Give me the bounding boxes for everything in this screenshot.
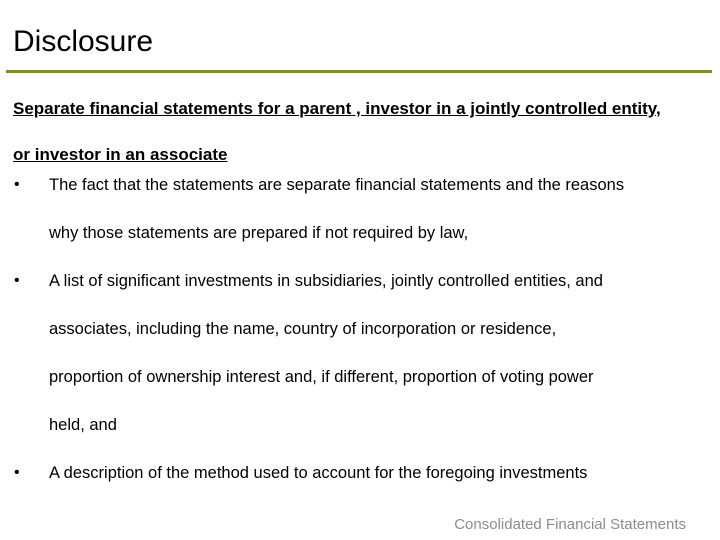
section-heading-line: or investor in an associate [13,145,228,164]
bullet-text-line: held, and [49,416,117,434]
bullet-text-line: The fact that the statements are separate financial statements and the reasons [49,176,625,194]
bullet-icon: • [14,272,20,289]
bullet-text-line: associates, including the name, country of incorporation or residence, [49,320,557,338]
bullet-icon: • [14,176,20,193]
bullet-text-line: A description of the method used to account for the foregoing investments [49,464,588,482]
bullet-text-line: why those statements are prepared if not required by law, [49,224,469,242]
footer-caption: Consolidated Financial Statements [454,516,686,533]
title-divider [6,70,712,73]
bullet-icon: • [14,464,20,481]
bullet-text [49,161,709,257]
slide-title: Disclosure [13,25,154,58]
bullet-text [49,257,709,449]
bullet-text [49,449,709,497]
section-heading-line: Separate financial statements for a parent , investor in a jointly controlled entity, [13,99,661,118]
bullet-text-line: A list of significant investments in subsidiaries, jointly controlled entities, and [49,272,603,290]
bullet-text-line: proportion of ownership interest and, if different, proportion of voting power [49,368,594,386]
